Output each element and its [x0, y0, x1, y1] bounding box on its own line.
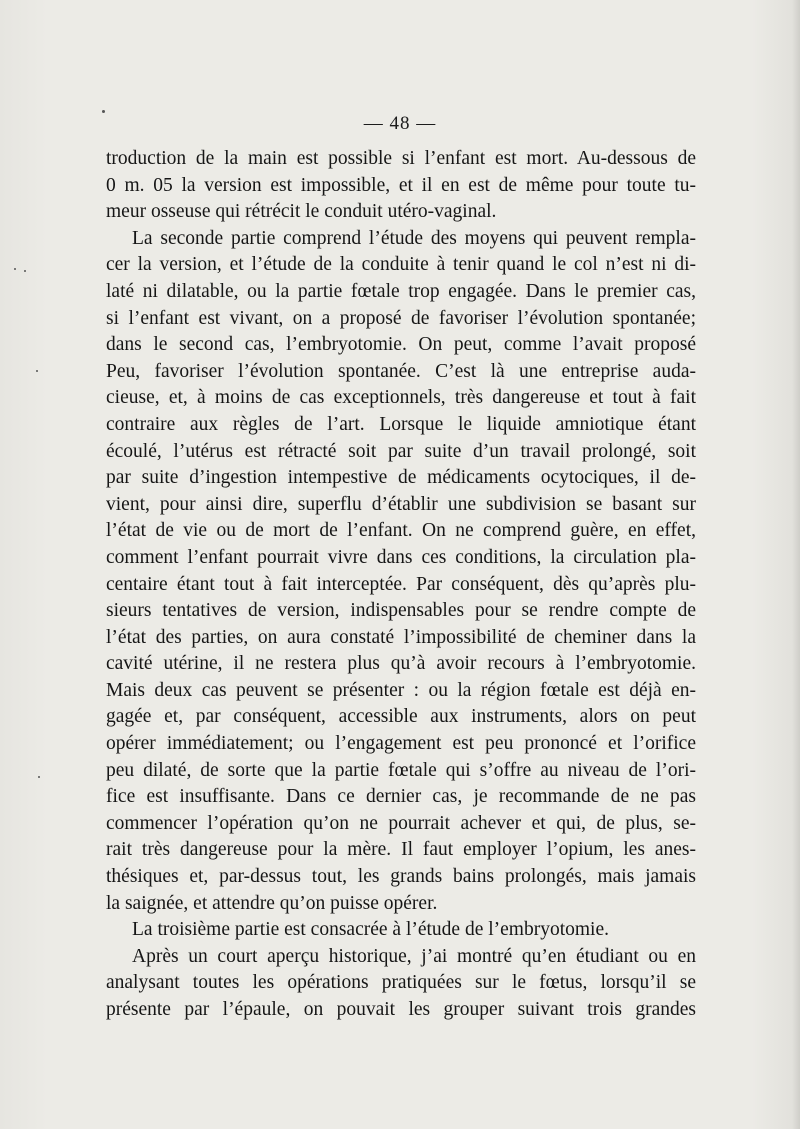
text-line: comment l’enfant pourrait vivre dans ces conditions, la circulation pla-	[106, 546, 696, 568]
paper-speck	[36, 370, 38, 372]
text-line: Peu, favoriser l’évolution spontanée. C’est là une entreprise auda-	[106, 360, 696, 382]
text-line: cer la version, et l’étude de la conduite à tenir quand le col n’est ni di-	[106, 254, 696, 276]
text-line: Après un court aperçu historique, j’ai montré qu’en étudiant ou en	[132, 945, 696, 967]
text-line: commencer l’opération qu’on ne pourrait achever et qui, de plus, se-	[106, 812, 696, 834]
text-line: La troisième partie est consacrée à l’étude de l’embryotomie.	[132, 919, 609, 941]
text-line: opérer immédiatement; ou l’engagement est peu prononcé et l’orifice	[106, 733, 696, 755]
text-line: La seconde partie comprend l’étude des moyens qui peuvent rempla-	[132, 227, 696, 249]
text-line: l’état de vie ou de mort de l’enfant. On ne comprend guère, en effet,	[106, 520, 696, 542]
text-line: laté ni dilatable, ou la partie fœtale trop engagée. Dans le premier cas,	[106, 280, 696, 302]
text-line: troduction de la main est possible si l’enfant est mort. Au-dessous de	[106, 148, 696, 169]
text-line: analysant toutes les opérations pratiquées sur le fœtus, lorsqu’il se	[106, 972, 696, 994]
text-line: si l’enfant est vivant, on a proposé de favoriser l’évolution spontanée;	[106, 307, 696, 329]
text-line: cavité utérine, il ne restera plus qu’à avoir recours à l’embryotomie.	[106, 653, 696, 675]
text-line: 0 m. 05 la version est impossible, et il en est de même pour toute tu-	[106, 174, 696, 196]
text-line: sieurs tentatives de version, indispensables pour se rendre compte de	[106, 600, 696, 622]
page-number: — 48 —	[363, 113, 437, 134]
text-line: meur osseuse qui rétrécit le conduit utéro-vaginal.	[106, 201, 497, 223]
text-line: vient, pour ainsi dire, superflu d’établir une subdivision se basant sur	[106, 493, 696, 515]
paper-speck	[14, 268, 16, 270]
text-line: par suite d’ingestion intempestive de médicaments ocytociques, il de-	[106, 467, 696, 489]
text-line: gagée et, par conséquent, accessible aux instruments, alors on peut	[106, 706, 696, 728]
text-line: peu dilaté, de sorte que la partie fœtale qui s’offre au niveau de l’ori-	[106, 759, 696, 781]
paper-speck	[38, 776, 40, 778]
text-line: l’état des parties, on aura constaté l’impossibilité de cheminer dans la	[106, 626, 696, 648]
text-line: écoulé, l’utérus est rétracté soit par suite d’un travail prolongé, soit	[106, 440, 696, 462]
text-line: cieuse, et, à moins de cas exceptionnels, très dangereuse et tout à fait	[106, 387, 696, 409]
paper-speck	[102, 110, 105, 113]
text-line: la saignée, et attendre qu’on puisse opérer.	[106, 892, 438, 914]
text-line: thésiques et, par-dessus tout, les grands bains prolongés, mais jamais	[106, 866, 696, 888]
text-line: contraire aux règles de l’art. Lorsque le liquide amniotique étant	[106, 413, 696, 435]
text-line: rait très dangereuse pour la mère. Il faut employer l’opium, les anes-	[106, 839, 696, 861]
text-line: présente par l’épaule, on pouvait les grouper suivant trois grandes	[106, 999, 696, 1020]
text-line: dans le second cas, l’embryotomie. On peut, comme l’avait proposé	[106, 334, 696, 356]
text-line: fice est insuffisante. Dans ce dernier cas, je recommande de ne pas	[106, 786, 696, 808]
body-text	[106, 146, 696, 1024]
text-line: centaire étant tout à fait interceptée. Par conséquent, dès qu’après plu-	[106, 573, 696, 595]
paper-speck	[24, 270, 26, 272]
text-line: Mais deux cas peuvent se présenter : ou la région fœtale est déjà en-	[106, 679, 696, 701]
